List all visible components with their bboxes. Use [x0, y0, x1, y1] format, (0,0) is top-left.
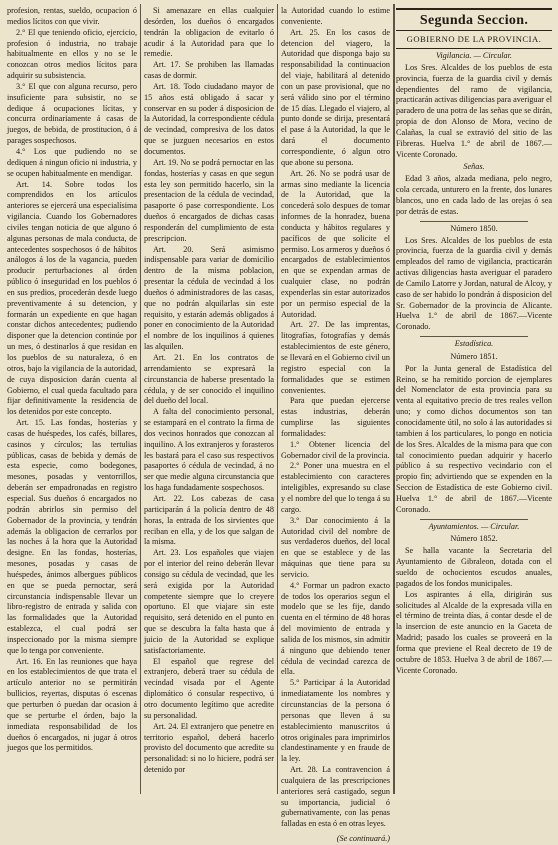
- paragraph: A falta del conocimiento personal, se estampará en el contrato la firma de dos vecinos honrados que conozcan al inquilino. A los extranjeros y forasteros les bastará para el caso sus respectivos pasaportes ó cédula de vecindad, á no ser que medie alguna circunstancia que los haga fundadamente sospechosos.: [144, 407, 274, 493]
- separator: [420, 519, 528, 520]
- number-heading: Número 1852.: [450, 534, 498, 544]
- column-4: [396, 6, 552, 794]
- separator: [420, 221, 528, 222]
- paragraph: Art. 14. Sobre todos los comprendidos en los artículos anteriores se ejercerá una especialísima vigilancia. Cuando los Gobernadores civiles tengan noticia de que alguno ó algunas personas de mala conducta, de antecedentes sospechosos ó de hábitos análogos á los de la vagancia, pueden producir perturbaciones al órden público ó inseguridad en los pueblos ó en sus predios, procederán desde luego preventivamente á su detencion, y formarán un expediente en que hagan constar dichos antecedentes; pudiendo disponer que la detencion continúe por un mes, ó destinarlos á que residan en los pueblos de su naturaleza, ó en otros, bajo la vigilancia de la autoridad, de cuya disposicion darán cuenta al Gobierno, el cual queda facultado para fijar definitivamente la residencia de los detenidos por este concepto.: [7, 179, 137, 417]
- paragraph: Art. 24. El extranjero que penetre en territorio español, deberá hacerlo provisto del documento que acredite su personalidad: si no lo hiciere, podrá ser detenido por: [144, 721, 274, 775]
- paragraph: Los aspirantes á ella, dirigirán sus solicitudes al Alcalde de la expresada villa en el término de treinta días, á contar desde el de la insercion de este anuncio en la Gaceta de Madrid; pasado los cuales se proveerá en la forma que previene el Real decreto de 19 de octubre de 1853. Huelva 3 de abril de 1867.—Vicente Coronado.: [396, 589, 552, 675]
- paragraph: profesion, rentas, sueldo, ocupacion ó medios lícitos con que vivir.: [7, 6, 137, 26]
- paragraph: Art. 20. Será asimismo indispensable para variar de domicilio dentro de la misma poblacion, presentar la cédula de vecindad á los dueños ó administradores de las casas, que no podrán alquilarlas sin este requisito, y estarán además obligados á poner en conocimiento de la Autoridad el nombre de los inquilinos á quienes las alquilen.: [144, 244, 274, 352]
- paragraph: El español que regrese del extranjero, deberá traer su cédula de vecindad visada por el Agente diplomático ó consular respectivo, ú otro documento legítimo que acredite su personalidad.: [144, 656, 274, 720]
- section-title: Segunda Seccion.: [419, 13, 529, 28]
- paragraph: Art. 19. No se podrá pernoctar en las fondas, hosterías y casas en que segun esta ley son permitido hacerlo, sin la presentacion de la cédula de vecindad, pasaporte ó pase correspondiente. Los dueños ó encargados de dichas casas responderán del cumplimiento de esta prescripcion.: [144, 157, 274, 243]
- paragraph: 1.° Obtener licencia del Gobernador civil de la provincia.: [281, 439, 390, 460]
- column-rule: [277, 4, 278, 794]
- estadistica-heading: Estadística.: [454, 339, 494, 349]
- paragraph: la Autoridad cuando lo estime conveniente.: [281, 6, 390, 26]
- paragraph: Edad 3 años, alzada mediana, pelo negro, cola cercada, unturero en la frente, dos lunares blancos, uno en cada lado de las orejas ó sea por detrás de estas.: [396, 174, 552, 216]
- paragraph: 3.° El que con alguna recurso, pero insuficiente para subsistir, no se dedique á ocupaciones lícitas, y concurra ordinariamente á casas de juegos, de bebida, de prostitucion, ó á parages sospechosos.: [7, 81, 137, 146]
- ayuntamientos-heading: Ayuntamientos. — Circular.: [428, 521, 520, 531]
- paragraph: Art. 22. Los cabezas de casa participarán á la policía dentro de 48 horas, la entrada de los sirvientes que reciban en ella, y de los que salgan de la misma.: [144, 493, 274, 547]
- vigilancia-heading: Vigilancia. — Circular.: [436, 51, 512, 60]
- paragraph: 2.° El que teniendo oficio, ejercicio, profesion ó industria, no trabaje habitualmente en ellos y no se le conozcan otros medios lícitos para adquirir su subsistencia.: [7, 27, 137, 81]
- paragraph: 4.° Formar un padron exacto de todos los operarios segun el modelo que se les fije, dando cuenta en el término de 48 horas del movimiento de entrada y salida de los mismos, sin admitir á ninguno que debiendo tener cédula de vecindad carezca de ella.: [281, 580, 390, 677]
- senas-heading: Señas.: [463, 162, 485, 172]
- paragraph: Por la Junta general de Estadística del Reino, se ha remitido porcion de ejemplares del Nomenclator de esta provincia para su venta al equitativo precio de tres reales vellon uno; y como dichos documentos son tan conocidamente útil, no solo á las autoridades si tambien á los particulares, lo pongo en noticia de los Sres. Alcaldes de la misma para que con tal conocimiento puedan adquirir y hacerlo público á su respectivo vecindario con el propio fin; advirtiendo que se expenden en la Seccion de Estadística de este Gobierno civil. Huelva 1.° de abril de 1867.—Vicente Coronado.: [396, 363, 552, 514]
- column-2: [144, 6, 274, 794]
- column-1: [7, 6, 137, 794]
- paragraph: Art. 15. Las fondas, hosterías y casas de huéspedes, los cafés, billares, casinos y círculos; las tertulias públicas, casas de bebida y demás de esta especie, como bodegones, mesones, posadas y ventorrillos, deberán ser empadronadas en registro especial. Sus dueños ó encargados no podrán abrirlos sin permiso del Gobernador de la provincia, y tendrán además la obligacion de cerrarlos por las noches á la hora que la Autoridad designe. En las fondas, hosterías, mesones, posadas y casas de huéspedes, ánimos albergues públicos en que se pueda pernoctar, será circunstancia indispensable llevar un libro-registro de entrada y salida con las formalidades que la Autoridad establezca, el cual podrá ser inspeccionado por la misma siempre que lo tenga por conveniente.: [7, 418, 137, 655]
- paragraph: Los Sres. Alcaldes de los pueblos de esta provincia, fuerza de la guardia civil y demás dependientes del ramo de vigilancia, practicarán activas diligencias para averiguar el paradero de una potra de las señas que se dirán, propia de don Alonso de Mora, vecino de Calañas, la cual se extravió del sitio de las Fibreras. Huelva 1.° de abril de 1867.—Vicente Coronado.: [396, 62, 552, 159]
- continuation-note: (Se continuará.): [336, 834, 390, 844]
- paragraph: Art. 25. En los casos de detencion del viagero, la Autoridad que disponga bajo su responsabilidad la continuacion del viaje, habilitará al detenido con un pase provisional, que no será válido sino por el término de 15 días. Llegado el viajero, al punto donde se dirija, presentará el pase á la Autoridad, la que le dará el documento correspondiente, ó algun otro que abone su persona.: [281, 27, 390, 167]
- paragraph: Los Sres. Alcaldes de los pueblos de esta provincia, fuerza de la guardia civil y demás empleados del ramo de vigilancia, practicarán activas diligencias hasta averiguar el paradero de Camilo Latorre y Jordan, natural de Alcoy, y caso de ser habido lo pondrán á disposicion del Sr. Gobernador de la provincia de Alicante. Huelva 1.° de abril de 1867.—Vicente Coronado.: [396, 235, 552, 332]
- section-rule: [393, 4, 395, 794]
- paragraph: Art. 23. Los españoles que viajen por el interior del reino deberán llevar consigo su cédula de vecindad, que les será exigida por la Autoridad competente siempre que lo creyere oportuno. El que viajare sin este requisito, será detenido en el punto en que se descubra la falta hasta que á juicio de la Autoridad se explique satisfactoriamente.: [144, 548, 274, 655]
- separator: [420, 336, 528, 337]
- paragraph: Art. 27. De las imprentas, litografías, fotografías y demás establecimientos de este género, se llevará en el Gobierno civil un registro especial con la formalidades que se estimen convenientes.: [281, 320, 390, 395]
- paragraph: Art. 26. No se podrá usar de armas sino mediante la licencia de la Autoridad, que la concederá solo despues de tomar informes de la honradez, buena conducta y hábitos regulares y pacíficos de que solicite el permiso. Los armeros y dueños ó encargados de establecimientos en que se expendan armas de cualquier clase, no podrán expenderlas sin estar autorizados por un permiso especial de la Autoridad.: [281, 168, 390, 319]
- paragraph: Si amenazare en ellas cualquier desórden, los dueños ó encargados tendrán la obligacion de evitarlo ó acudir á la Autoridad para que lo remedie.: [144, 6, 274, 59]
- section-subtitle: GOBIERNO DE LA PROVINCIA.: [396, 30, 552, 45]
- paragraph: Art. 28. La contravencion á cualquiera de las prescripciones anteriores será castigado, segun su importancia, judicial ó gubernativamente, con las penas falladas en esta ó en otras leyes.: [281, 765, 390, 829]
- paragraph: 2.° Poner una muestra en el establecimiento con caracteres inteligibles, expresando su clase y el nombre del que lo tenga á su cargo.: [281, 461, 390, 514]
- paragraph: Se halla vacante la Secretaria del Ayuntamiento de Gibraleon, dotada con el sueldo de ochocientos escudos anuales, pagados de los fondos municipales.: [396, 546, 552, 588]
- paragraph: Art. 18. Todo ciudadano mayor de 15 años está obligado á sacar y conservar en su poder á disposicion de la Autoridad, la correspondiente cédula de vecindad, compresiva de los datos que se juzguen necesarios en estos documentos.: [144, 81, 274, 156]
- number-heading: Número 1851.: [450, 351, 498, 361]
- paragraph: Para que puedan ejercerse estas industrias, deberán cumplirse las siguientes formalidades:: [281, 396, 390, 438]
- section-header: [396, 8, 552, 49]
- paragraph: Art. 17. Se prohiben las llamadas casas de dormir.: [144, 60, 274, 81]
- number-heading: Número 1850.: [450, 223, 498, 233]
- paragraph: 4.° Los que pudiendo no se dediquen á ningun oficio ni industria, y se ocupen habitualmente en mendigar.: [7, 146, 137, 178]
- paragraph: 5.° Participar á la Autoridad inmediatamente los nombres y circunstancias de la persona ó personas que lleven á su establecimiento manuscritos ú otros originales para imprimirlos clandestinamente y en fraude de la ley.: [281, 678, 390, 764]
- paragraph: Art. 16. En las reuniones que haya en los establecimientos de que trata el artículo anterior no se permitirán bullicios, reyertas, disputas ó escenas que perturben ó puedan dar ocasion á que se perturbe el órden, bajo la inmediata responsabilidad de los dueños ó encargados, ni jugar á otros juegos que los permitidos.: [7, 656, 137, 753]
- paragraph: Art. 21. En los contratos de arrendamiento se expresará la circunstancia de haberse presentado la cédula, y de ser conocido el inquilino del dueño del local.: [144, 353, 274, 406]
- column-rule: [140, 4, 141, 794]
- paragraph: 3.° Dar conocimiento á la Autoridad civil del nombre de sus verdaderos dueños, del local en que se establece y de las máquinas que tiene para su servicio.: [281, 515, 390, 579]
- column-3: [281, 6, 390, 844]
